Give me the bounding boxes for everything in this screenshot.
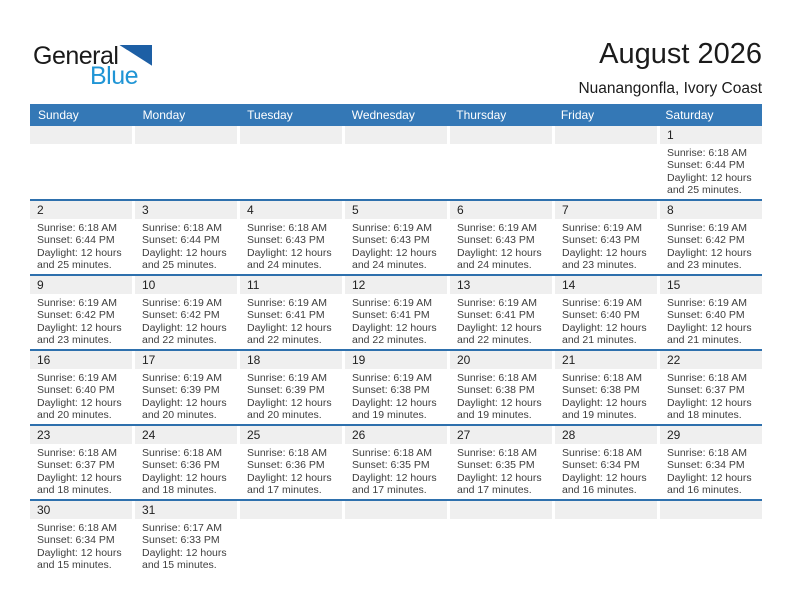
day-number: 2 xyxy=(30,201,132,219)
empty-day-cell xyxy=(240,126,342,199)
day-cell xyxy=(240,276,342,349)
detail-line: and 20 minutes. xyxy=(247,409,322,422)
day-details xyxy=(30,444,132,497)
detail-line: Sunrise: 6:19 AM xyxy=(142,372,222,384)
detail-line: Daylight: 12 hours xyxy=(457,246,542,259)
detail-line: Sunrise: 6:18 AM xyxy=(562,372,642,384)
detail-line: and 17 minutes. xyxy=(247,484,322,497)
day-cell xyxy=(555,201,657,274)
detail-line: Sunrise: 6:19 AM xyxy=(247,297,327,309)
day-details xyxy=(30,519,132,572)
day-cell xyxy=(135,276,237,349)
day-cell xyxy=(450,351,552,424)
day-number: 10 xyxy=(135,276,237,294)
detail-line: Sunrise: 6:19 AM xyxy=(352,222,432,234)
detail-line: Daylight: 12 hours xyxy=(37,321,122,334)
detail-line: Sunset: 6:43 PM xyxy=(352,234,430,247)
detail-line: Sunrise: 6:18 AM xyxy=(37,522,117,534)
day-number: 20 xyxy=(450,351,552,369)
detail-line: Daylight: 12 hours xyxy=(142,246,227,259)
detail-line: Sunset: 6:36 PM xyxy=(247,459,325,472)
day-cell xyxy=(240,201,342,274)
title-block xyxy=(578,38,762,98)
detail-line: Daylight: 12 hours xyxy=(667,471,752,484)
detail-line: Sunset: 6:38 PM xyxy=(562,384,640,397)
day-number xyxy=(555,501,657,519)
day-number: 29 xyxy=(660,426,762,444)
detail-line: Sunrise: 6:18 AM xyxy=(562,447,642,459)
day-cell xyxy=(135,201,237,274)
day-number: 6 xyxy=(450,201,552,219)
day-cell xyxy=(30,501,132,574)
day-cell xyxy=(660,201,762,274)
weekday-header-row xyxy=(30,104,762,126)
weekday-label-wednesday: Wednesday xyxy=(351,108,415,122)
day-cell xyxy=(660,126,762,199)
detail-line: Daylight: 12 hours xyxy=(667,171,752,184)
day-number: 27 xyxy=(450,426,552,444)
day-cell xyxy=(660,276,762,349)
detail-line: Sunrise: 6:19 AM xyxy=(562,297,642,309)
detail-line: Sunset: 6:34 PM xyxy=(562,459,640,472)
day-details xyxy=(30,219,132,272)
week-row xyxy=(30,126,762,201)
day-number: 7 xyxy=(555,201,657,219)
detail-line: Daylight: 12 hours xyxy=(562,246,647,259)
detail-line: Sunset: 6:42 PM xyxy=(142,309,220,322)
detail-line: Sunrise: 6:18 AM xyxy=(352,447,432,459)
detail-line: and 25 minutes. xyxy=(142,259,217,272)
detail-line: Sunset: 6:36 PM xyxy=(142,459,220,472)
detail-line: Daylight: 12 hours xyxy=(247,396,332,409)
detail-line: Sunrise: 6:17 AM xyxy=(142,522,222,534)
detail-line: Sunset: 6:42 PM xyxy=(667,234,745,247)
detail-line: Sunset: 6:41 PM xyxy=(247,309,325,322)
day-number: 25 xyxy=(240,426,342,444)
detail-line: Sunset: 6:44 PM xyxy=(667,159,745,172)
detail-line: and 15 minutes. xyxy=(37,559,112,572)
day-number xyxy=(345,501,447,519)
detail-line: Daylight: 12 hours xyxy=(37,471,122,484)
detail-line: Sunrise: 6:19 AM xyxy=(457,222,537,234)
day-number: 5 xyxy=(345,201,447,219)
day-cell xyxy=(30,426,132,499)
day-cell xyxy=(135,426,237,499)
detail-line: and 24 minutes. xyxy=(247,259,322,272)
detail-line: and 17 minutes. xyxy=(457,484,532,497)
detail-line: Daylight: 12 hours xyxy=(247,246,332,259)
day-details xyxy=(345,219,447,272)
day-cell xyxy=(660,426,762,499)
day-details xyxy=(135,294,237,347)
day-cell xyxy=(660,351,762,424)
calendar xyxy=(30,104,762,574)
day-details xyxy=(240,294,342,347)
day-number: 17 xyxy=(135,351,237,369)
detail-line: Daylight: 12 hours xyxy=(37,396,122,409)
detail-line: Daylight: 12 hours xyxy=(37,246,122,259)
detail-line: Sunrise: 6:19 AM xyxy=(667,297,747,309)
detail-line: Sunrise: 6:18 AM xyxy=(142,222,222,234)
detail-line: and 18 minutes. xyxy=(142,484,217,497)
weekday-label-sunday: Sunday xyxy=(38,108,79,122)
day-number: 16 xyxy=(30,351,132,369)
detail-line: Daylight: 12 hours xyxy=(247,321,332,334)
detail-line: and 24 minutes. xyxy=(352,259,427,272)
day-details xyxy=(135,219,237,272)
day-cell xyxy=(555,351,657,424)
day-number: 3 xyxy=(135,201,237,219)
detail-line: Sunset: 6:35 PM xyxy=(352,459,430,472)
detail-line: and 21 minutes. xyxy=(667,334,742,347)
detail-line: Daylight: 12 hours xyxy=(562,396,647,409)
detail-line: Daylight: 12 hours xyxy=(352,471,437,484)
day-cell xyxy=(345,276,447,349)
day-details xyxy=(240,369,342,422)
day-details xyxy=(135,369,237,422)
day-cell xyxy=(450,426,552,499)
detail-line: and 23 minutes. xyxy=(562,259,637,272)
detail-line: Daylight: 12 hours xyxy=(142,546,227,559)
day-number: 24 xyxy=(135,426,237,444)
detail-line: Daylight: 12 hours xyxy=(562,471,647,484)
day-cell xyxy=(450,201,552,274)
detail-line: Daylight: 12 hours xyxy=(457,471,542,484)
empty-day-cell xyxy=(555,126,657,199)
day-details xyxy=(555,369,657,422)
detail-line: Sunset: 6:39 PM xyxy=(142,384,220,397)
detail-line: Sunrise: 6:18 AM xyxy=(247,447,327,459)
empty-day-cell xyxy=(660,501,762,574)
detail-line: and 22 minutes. xyxy=(142,334,217,347)
detail-line: Daylight: 12 hours xyxy=(562,321,647,334)
week-row xyxy=(30,426,762,501)
detail-line: Sunrise: 6:18 AM xyxy=(457,372,537,384)
day-number: 8 xyxy=(660,201,762,219)
detail-line: Sunrise: 6:18 AM xyxy=(142,447,222,459)
empty-day-cell xyxy=(555,501,657,574)
detail-line: and 23 minutes. xyxy=(667,259,742,272)
day-number xyxy=(240,501,342,519)
weekday-label-tuesday: Tuesday xyxy=(247,108,293,122)
day-number: 30 xyxy=(30,501,132,519)
day-details xyxy=(345,444,447,497)
detail-line: Sunrise: 6:18 AM xyxy=(667,447,747,459)
day-number: 19 xyxy=(345,351,447,369)
detail-line: and 15 minutes. xyxy=(142,559,217,572)
day-number: 15 xyxy=(660,276,762,294)
detail-line: Sunset: 6:42 PM xyxy=(37,309,115,322)
detail-line: Sunrise: 6:19 AM xyxy=(37,297,117,309)
day-details xyxy=(345,369,447,422)
detail-line: Daylight: 12 hours xyxy=(667,321,752,334)
weekday-label-saturday: Saturday xyxy=(665,108,714,122)
day-details xyxy=(135,444,237,497)
day-number xyxy=(30,126,132,144)
detail-line: and 24 minutes. xyxy=(457,259,532,272)
day-cell xyxy=(135,351,237,424)
detail-line: Sunrise: 6:18 AM xyxy=(667,147,747,159)
day-number: 22 xyxy=(660,351,762,369)
detail-line: and 20 minutes. xyxy=(37,409,112,422)
day-details xyxy=(30,369,132,422)
week-row xyxy=(30,201,762,276)
detail-line: and 22 minutes. xyxy=(352,334,427,347)
week-row xyxy=(30,276,762,351)
weekday-label-friday: Friday xyxy=(560,108,595,122)
page-title: August 2026 xyxy=(599,38,762,70)
detail-line: Daylight: 12 hours xyxy=(667,396,752,409)
detail-line: Daylight: 12 hours xyxy=(142,321,227,334)
day-number: 4 xyxy=(240,201,342,219)
general-blue-logo xyxy=(33,44,152,89)
day-details xyxy=(660,369,762,422)
empty-day-cell xyxy=(450,501,552,574)
detail-line: Sunrise: 6:19 AM xyxy=(352,297,432,309)
detail-line: Sunset: 6:38 PM xyxy=(352,384,430,397)
detail-line: Sunset: 6:39 PM xyxy=(247,384,325,397)
day-cell xyxy=(345,201,447,274)
day-details xyxy=(345,294,447,347)
day-details xyxy=(240,219,342,272)
detail-line: Daylight: 12 hours xyxy=(37,546,122,559)
day-number: 9 xyxy=(30,276,132,294)
day-number: 23 xyxy=(30,426,132,444)
detail-line: Sunset: 6:40 PM xyxy=(562,309,640,322)
day-cell xyxy=(240,351,342,424)
day-cell xyxy=(135,501,237,574)
day-number xyxy=(135,126,237,144)
detail-line: Sunrise: 6:19 AM xyxy=(247,372,327,384)
detail-line: Sunset: 6:43 PM xyxy=(457,234,535,247)
day-cell xyxy=(555,426,657,499)
detail-line: Sunset: 6:40 PM xyxy=(667,309,745,322)
day-details xyxy=(135,519,237,572)
detail-line: Sunset: 6:41 PM xyxy=(352,309,430,322)
day-details xyxy=(555,444,657,497)
day-number: 14 xyxy=(555,276,657,294)
detail-line: and 18 minutes. xyxy=(667,409,742,422)
logo-text-general: General xyxy=(33,42,119,70)
detail-line: Sunset: 6:37 PM xyxy=(37,459,115,472)
day-details xyxy=(450,219,552,272)
detail-line: Sunset: 6:37 PM xyxy=(667,384,745,397)
day-cell xyxy=(30,351,132,424)
detail-line: Sunset: 6:44 PM xyxy=(142,234,220,247)
day-number xyxy=(555,126,657,144)
detail-line: and 21 minutes. xyxy=(562,334,637,347)
day-details xyxy=(555,219,657,272)
detail-line: and 23 minutes. xyxy=(37,334,112,347)
day-number: 18 xyxy=(240,351,342,369)
detail-line: Daylight: 12 hours xyxy=(142,396,227,409)
detail-line: Sunset: 6:40 PM xyxy=(37,384,115,397)
detail-line: Sunset: 6:35 PM xyxy=(457,459,535,472)
detail-line: Daylight: 12 hours xyxy=(352,396,437,409)
detail-line: and 25 minutes. xyxy=(37,259,112,272)
day-cell xyxy=(30,201,132,274)
week-row xyxy=(30,501,762,574)
day-number: 31 xyxy=(135,501,237,519)
detail-line: Daylight: 12 hours xyxy=(667,246,752,259)
day-details xyxy=(240,444,342,497)
detail-line: Sunrise: 6:19 AM xyxy=(562,222,642,234)
day-number xyxy=(450,126,552,144)
detail-line: and 16 minutes. xyxy=(562,484,637,497)
detail-line: Sunset: 6:34 PM xyxy=(667,459,745,472)
detail-line: and 19 minutes. xyxy=(352,409,427,422)
detail-line: Sunrise: 6:19 AM xyxy=(667,222,747,234)
detail-line: and 22 minutes. xyxy=(247,334,322,347)
detail-line: Daylight: 12 hours xyxy=(352,246,437,259)
day-details xyxy=(450,294,552,347)
day-details xyxy=(450,444,552,497)
day-details xyxy=(30,294,132,347)
detail-line: Daylight: 12 hours xyxy=(247,471,332,484)
detail-line: Daylight: 12 hours xyxy=(457,396,542,409)
day-number: 26 xyxy=(345,426,447,444)
day-number: 28 xyxy=(555,426,657,444)
day-cell xyxy=(240,426,342,499)
day-details xyxy=(660,444,762,497)
detail-line: Sunset: 6:34 PM xyxy=(37,534,115,547)
detail-line: Sunrise: 6:19 AM xyxy=(457,297,537,309)
detail-line: and 17 minutes. xyxy=(352,484,427,497)
empty-day-cell xyxy=(135,126,237,199)
day-number: 12 xyxy=(345,276,447,294)
day-cell xyxy=(345,351,447,424)
detail-line: and 25 minutes. xyxy=(667,184,742,197)
detail-line: Sunrise: 6:18 AM xyxy=(667,372,747,384)
detail-line: Sunset: 6:33 PM xyxy=(142,534,220,547)
detail-line: Sunrise: 6:19 AM xyxy=(142,297,222,309)
week-row xyxy=(30,351,762,426)
detail-line: and 20 minutes. xyxy=(142,409,217,422)
detail-line: Sunrise: 6:18 AM xyxy=(37,447,117,459)
detail-line: Sunset: 6:43 PM xyxy=(247,234,325,247)
day-cell xyxy=(555,276,657,349)
day-cell xyxy=(345,426,447,499)
day-number: 11 xyxy=(240,276,342,294)
detail-line: Daylight: 12 hours xyxy=(352,321,437,334)
detail-line: and 16 minutes. xyxy=(667,484,742,497)
detail-line: Sunrise: 6:18 AM xyxy=(37,222,117,234)
detail-line: Sunrise: 6:19 AM xyxy=(37,372,117,384)
detail-line: and 19 minutes. xyxy=(562,409,637,422)
day-details xyxy=(660,144,762,197)
detail-line: and 22 minutes. xyxy=(457,334,532,347)
detail-line: Sunset: 6:38 PM xyxy=(457,384,535,397)
detail-line: Sunset: 6:43 PM xyxy=(562,234,640,247)
detail-line: and 19 minutes. xyxy=(457,409,532,422)
empty-day-cell xyxy=(30,126,132,199)
detail-line: Sunset: 6:44 PM xyxy=(37,234,115,247)
empty-day-cell xyxy=(345,501,447,574)
detail-line: Sunset: 6:41 PM xyxy=(457,309,535,322)
weekday-label-monday: Monday xyxy=(142,108,186,122)
detail-line: and 18 minutes. xyxy=(37,484,112,497)
empty-day-cell xyxy=(345,126,447,199)
detail-line: Sunrise: 6:19 AM xyxy=(352,372,432,384)
weekday-label-thursday: Thursday xyxy=(456,108,507,122)
day-details xyxy=(660,219,762,272)
day-cell xyxy=(450,276,552,349)
day-number xyxy=(240,126,342,144)
detail-line: Sunrise: 6:18 AM xyxy=(247,222,327,234)
day-number: 1 xyxy=(660,126,762,144)
detail-line: Daylight: 12 hours xyxy=(457,321,542,334)
day-details xyxy=(555,294,657,347)
day-number: 13 xyxy=(450,276,552,294)
day-details xyxy=(660,294,762,347)
day-number xyxy=(450,501,552,519)
day-number xyxy=(660,501,762,519)
calendar-weeks xyxy=(30,126,762,574)
detail-line: Daylight: 12 hours xyxy=(142,471,227,484)
empty-day-cell xyxy=(240,501,342,574)
empty-day-cell xyxy=(450,126,552,199)
day-number: 21 xyxy=(555,351,657,369)
logo-text-blue: Blue xyxy=(90,62,139,90)
day-details xyxy=(450,369,552,422)
day-cell xyxy=(30,276,132,349)
location-subtitle: Nuanangonfla, Ivory Coast xyxy=(578,80,762,97)
day-number xyxy=(345,126,447,144)
detail-line: Sunrise: 6:18 AM xyxy=(457,447,537,459)
